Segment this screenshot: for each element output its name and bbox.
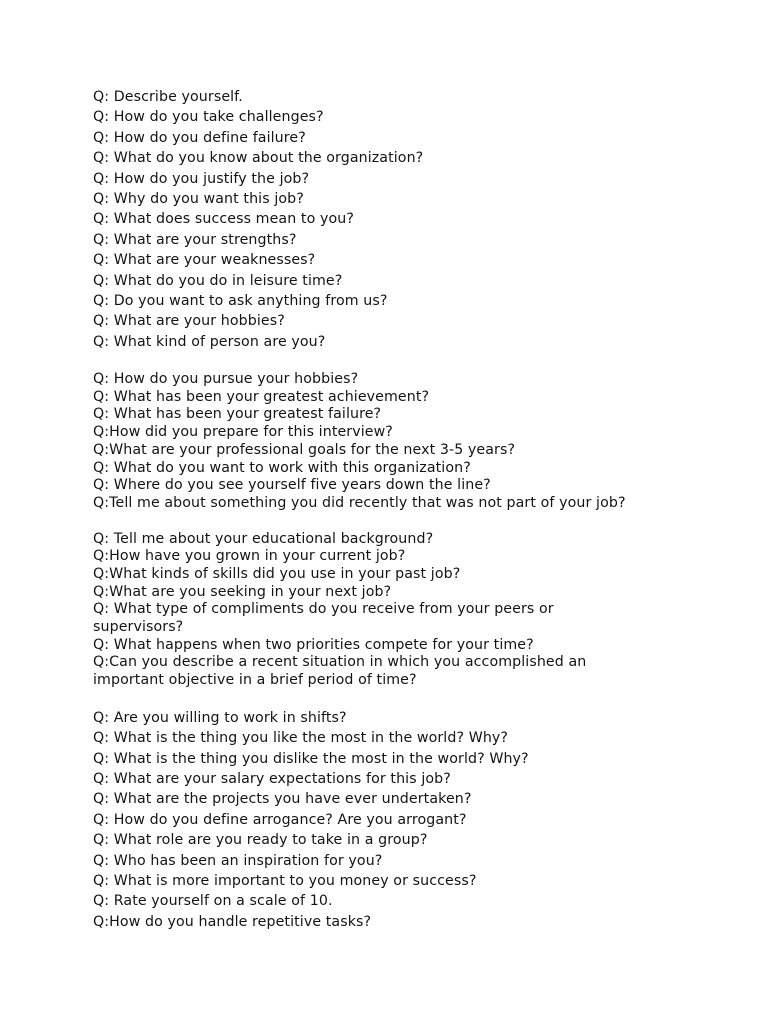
section-spacer	[93, 513, 693, 531]
question-line: Q: What are your weaknesses?	[93, 252, 316, 269]
question-line: Q: What has been your greatest failure?	[93, 406, 382, 423]
question-line: Q: Rate yourself on a scale of 10.	[93, 893, 333, 910]
question-line: Q: Where do you see yourself five years down the line?	[93, 477, 491, 494]
question-section-3	[93, 531, 693, 690]
question-line: Q: How do you take challenges?	[93, 109, 324, 126]
question-section-2	[93, 371, 693, 513]
question-list	[93, 87, 693, 932]
section-spacer	[93, 690, 693, 708]
question-line: Q: What does success mean to you?	[93, 211, 354, 228]
question-line: Q: Describe yourself.	[93, 89, 243, 105]
question-line: Q:Tell me about something you did recently that was not part of your job?	[93, 494, 626, 511]
question-line: Q: What are your hobbies?	[93, 313, 285, 330]
question-line: Q:What are you seeking in your next job?	[93, 583, 392, 600]
question-line: Q:How have you grown in your current job?	[93, 548, 406, 565]
question-line: Q: Do you want to ask anything from us?	[93, 292, 388, 309]
question-line: Q:How did you prepare for this interview?	[93, 424, 393, 441]
question-line: Q:What kinds of skills did you use in your past job?	[93, 565, 461, 582]
question-line: Q: How do you define arrogance? Are you arrogant?	[93, 811, 467, 828]
question-line: Q: Are you willing to work in shifts?	[93, 709, 347, 726]
question-line: Q: What do you want to work with this organization?	[93, 459, 471, 476]
question-section-4	[93, 708, 693, 932]
question-line: Q:Can you describe a recent situation in which you accomplished an	[93, 654, 587, 671]
question-line-continuation: important objective in a brief period of time?	[93, 672, 417, 689]
question-line: Q: What role are you ready to take in a group?	[93, 832, 428, 849]
question-line: Q: Tell me about your educational background?	[93, 530, 434, 547]
question-line: Q: What kind of person are you?	[93, 333, 326, 350]
section-spacer	[93, 352, 693, 371]
question-line: Q: What type of compliments do you receive from your peers or	[93, 601, 554, 618]
question-line: Q: How do you pursue your hobbies?	[93, 371, 359, 388]
question-line: Q:How do you handle repetitive tasks?	[93, 913, 372, 930]
question-line: Q: What are your salary expectations for this job?	[93, 770, 451, 787]
question-section-1	[93, 87, 693, 352]
question-line: Q:What are your professional goals for the next 3-5 years?	[93, 441, 516, 458]
question-line: Q: Why do you want this job?	[93, 190, 304, 207]
question-line: Q: How do you justify the job?	[93, 170, 310, 187]
question-line: Q: What is the thing you like the most in the world? Why?	[93, 730, 509, 747]
question-line-continuation: supervisors?	[93, 619, 184, 636]
question-line: Q: What do you do in leisure time?	[93, 272, 343, 289]
question-line: Q: How do you define failure?	[93, 129, 306, 146]
question-line: Q: What is more important to you money or success?	[93, 872, 477, 889]
question-line: Q: Who has been an inspiration for you?	[93, 852, 383, 869]
question-line: Q: What happens when two priorities compete for your time?	[93, 636, 534, 653]
question-line: Q: What are the projects you have ever undertaken?	[93, 791, 472, 808]
question-line: Q: What has been your greatest achievement?	[93, 388, 430, 405]
question-line: Q: What are your strengths?	[93, 231, 297, 248]
question-line: Q: What is the thing you dislike the most in the world? Why?	[93, 750, 529, 767]
question-line: Q: What do you know about the organization?	[93, 150, 424, 167]
